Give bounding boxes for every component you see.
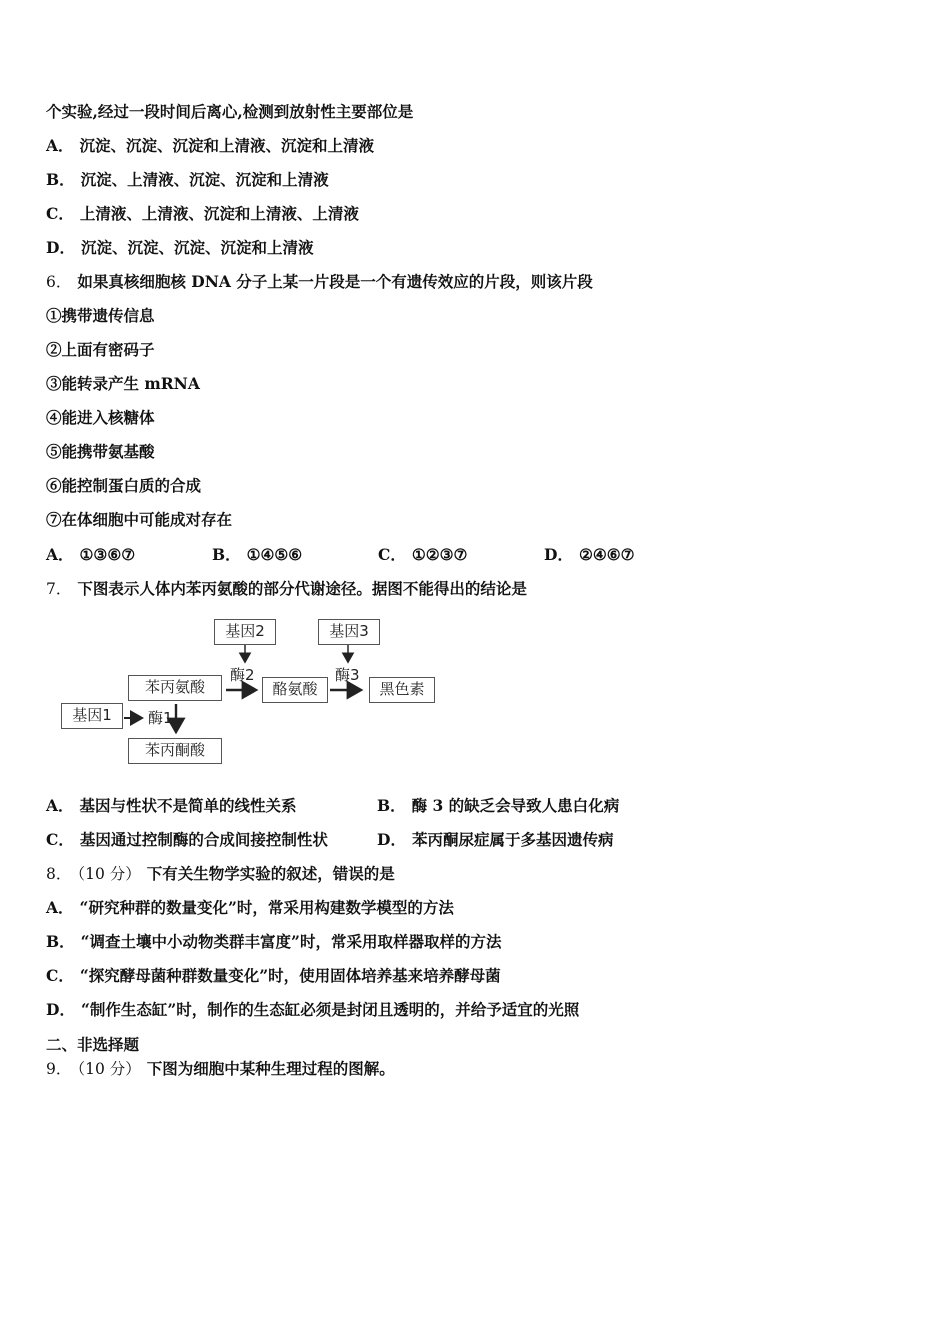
q7-options-cd [46, 829, 613, 851]
item-text: ⑦在体细胞中可能成对存在 [46, 510, 233, 529]
phenylalanine-box: 苯丙氨酸 [128, 675, 222, 701]
melanin-box: 黑色素 [369, 677, 435, 703]
option-label: C． [46, 966, 74, 985]
option-label: C． [378, 545, 406, 564]
option-text: “研究种群的数量变化”时，常采用构建数学模型的方法 [79, 898, 454, 917]
option-label: C． [46, 830, 74, 849]
option-text: 沉淀、上清液、沉淀、沉淀和上清液 [80, 170, 329, 189]
question-stem: 下图表示人体内苯丙氨酸的部分代谢途径。据图不能得出的结论是 [77, 579, 527, 598]
q5-option-c[interactable] [46, 203, 359, 225]
q6-option-d[interactable] [544, 544, 635, 566]
option-text: 基因与性状不是简单的线性关系 [79, 796, 297, 815]
option-label: D． [46, 238, 75, 257]
q8-option-b[interactable] [46, 931, 501, 953]
option-label: B． [46, 170, 75, 189]
section-title: 二、非选择题 [46, 1035, 140, 1054]
item-text: ②上面有密码子 [46, 340, 155, 359]
option-text: 沉淀、沉淀、沉淀和上清液、沉淀和上清液 [79, 136, 375, 155]
option-text: 苯丙酮尿症属于多基因遗传病 [411, 830, 614, 849]
option-text: ①②③⑦ [411, 545, 468, 564]
q6-option-b[interactable] [212, 544, 378, 566]
q5-option-d[interactable] [46, 237, 313, 259]
q7-option-c[interactable] [46, 829, 377, 851]
option-label: A． [46, 545, 74, 564]
q5-option-a[interactable] [46, 135, 374, 157]
q6-item-5 [46, 441, 155, 463]
q8-option-d[interactable] [46, 999, 579, 1021]
item-text: ⑥能控制蛋白质的合成 [46, 476, 202, 495]
option-label: D． [377, 830, 406, 849]
question-number: 9． [46, 1060, 72, 1078]
q6-item-3 [46, 373, 200, 395]
q7-options-ab [46, 795, 619, 817]
option-label: D． [544, 545, 573, 564]
q6-stem [46, 271, 593, 293]
phenylpyruvate-box: 苯丙酮酸 [128, 738, 222, 764]
item-text: ①携带遗传信息 [46, 306, 155, 325]
gene3-box: 基因3 [318, 619, 380, 645]
enzyme2-label: 酶2 [230, 666, 255, 684]
option-label: A． [46, 796, 74, 815]
tyrosine-box: 酪氨酸 [262, 677, 328, 703]
option-text: “探究酵母菌种群数量变化”时，使用固体培养基来培养酵母菌 [79, 966, 501, 985]
item-text: ④能进入核糖体 [46, 408, 155, 427]
q8-option-c[interactable] [46, 965, 501, 987]
option-text: ②④⑥⑦ [578, 545, 635, 564]
question-stem: 下有关生物学实验的叙述，错误的是 [146, 864, 395, 883]
option-text: 沉淀、沉淀、沉淀、沉淀和上清液 [80, 238, 314, 257]
q6-options [46, 544, 635, 566]
q6-item-4 [46, 407, 155, 429]
q7-stem [46, 578, 527, 600]
enzyme1-label: 酶1 [148, 709, 173, 727]
q8-option-a[interactable] [46, 897, 454, 919]
intro-text: 个实验,经过一段时间后离心,检测到放射性主要部位是 [46, 102, 414, 121]
option-text: 酶 3 的缺乏会导致人患白化病 [411, 796, 620, 815]
option-text: “调查土壤中小动物类群丰富度”时，常采用取样器取样的方法 [80, 932, 502, 951]
q6-item-2 [46, 339, 155, 361]
q8-stem [46, 863, 395, 885]
option-label: D． [46, 1000, 75, 1019]
gene2-box: 基因2 [214, 619, 276, 645]
q6-item-1 [46, 305, 155, 327]
question-score: （10 分） [77, 865, 141, 883]
gene1-box: 基因1 [61, 703, 123, 729]
question-number: 7． [46, 580, 72, 598]
q7-option-a[interactable] [46, 795, 377, 817]
metabolism-diagram [58, 614, 458, 774]
intro-line [46, 101, 413, 123]
option-text: “制作生态缸”时，制作的生态缸必须是封闭且透明的，并给予适宜的光照 [80, 1000, 580, 1019]
option-label: A． [46, 898, 74, 917]
section-heading [46, 1034, 139, 1056]
item-text: ⑤能携带氨基酸 [46, 442, 155, 461]
option-label: B． [377, 796, 406, 815]
option-text: ①④⑤⑥ [246, 545, 303, 564]
item-text: ③能转录产生 mRNA [46, 374, 200, 393]
option-label: C． [46, 204, 74, 223]
option-text: ①③⑥⑦ [79, 545, 136, 564]
question-stem: 下图为细胞中某种生理过程的图解。 [146, 1059, 395, 1078]
q6-item-6 [46, 475, 201, 497]
option-label: B． [46, 932, 75, 951]
q5-option-b[interactable] [46, 169, 329, 191]
question-number: 6． [46, 273, 72, 291]
q7-option-b[interactable] [377, 795, 619, 817]
option-label: B． [212, 545, 241, 564]
enzyme3-label: 酶3 [335, 666, 360, 684]
question-stem: 如果真核细胞核 DNA 分子上某一片段是一个有遗传效应的片段，则该片段 [77, 272, 593, 291]
q6-option-a[interactable] [46, 544, 212, 566]
q6-option-c[interactable] [378, 544, 544, 566]
q7-option-d[interactable] [377, 829, 613, 851]
option-label: A． [46, 136, 74, 155]
option-text: 上清液、上清液、沉淀和上清液、上清液 [79, 204, 359, 223]
question-number: 8． [46, 865, 72, 883]
q6-item-7 [46, 509, 232, 531]
q9-stem [46, 1058, 395, 1080]
question-score: （10 分） [77, 1060, 141, 1078]
option-text: 基因通过控制酶的合成间接控制性状 [79, 830, 328, 849]
